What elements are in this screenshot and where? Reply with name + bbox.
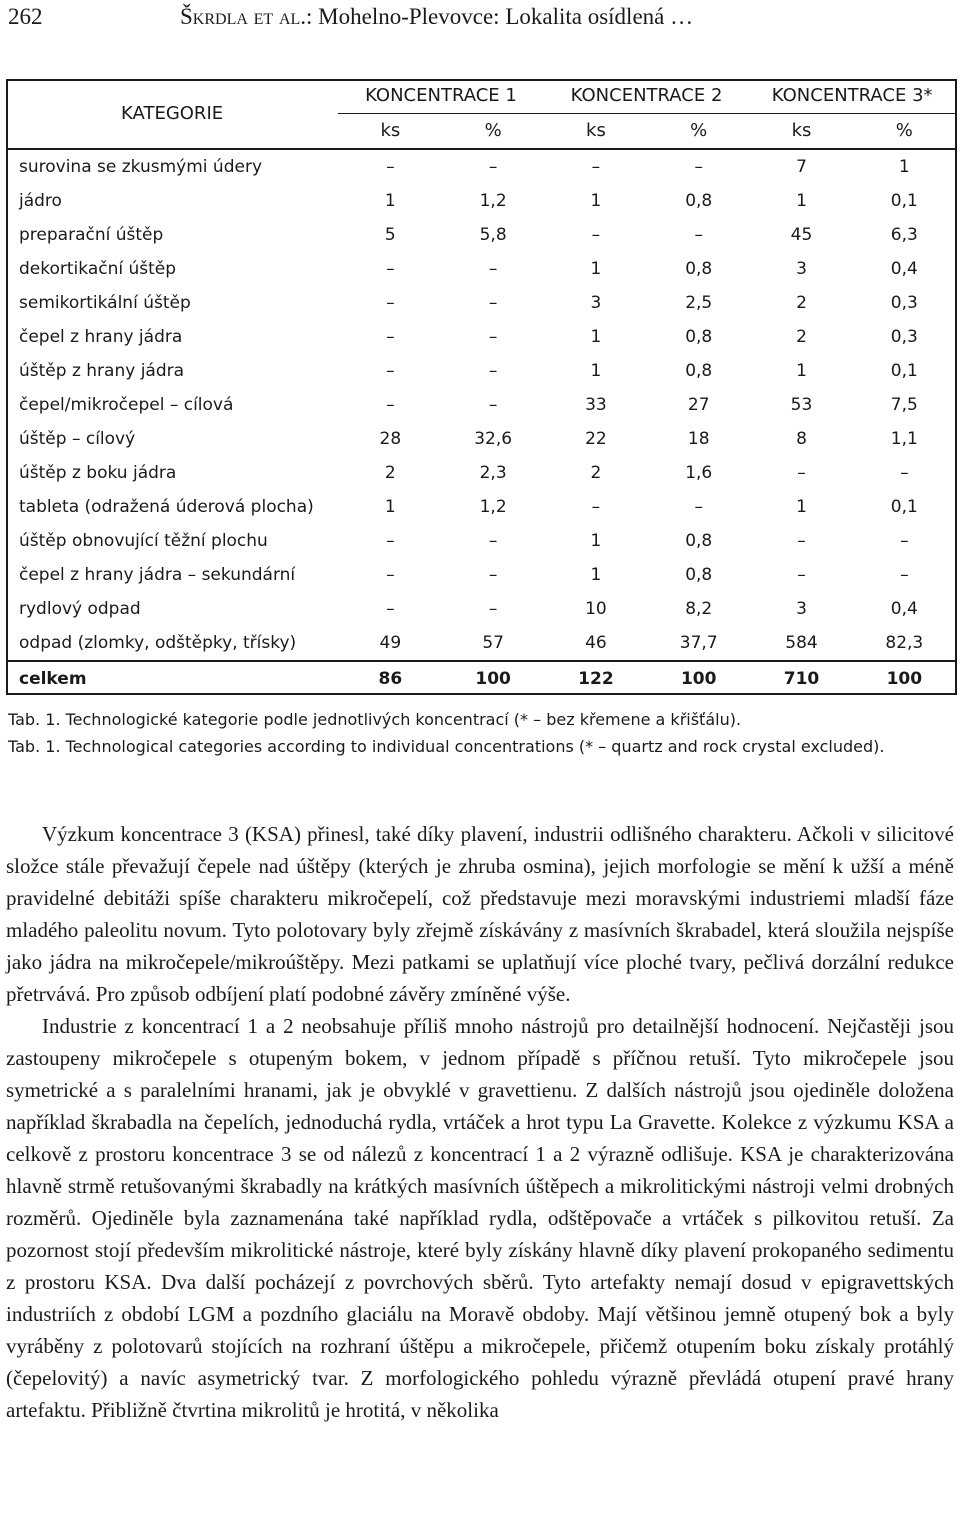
table-cell: 5 [384, 224, 396, 245]
table-cell: – [488, 530, 498, 551]
table-cell: 0,4 [890, 598, 918, 619]
table-cell: – [488, 564, 498, 585]
table-cell: 0,8 [685, 530, 713, 551]
table-cell: – [900, 564, 909, 585]
table-cell: – [797, 530, 806, 551]
total-cell: 100 [854, 661, 955, 696]
running-title [180, 4, 693, 30]
table-cell: – [591, 224, 601, 245]
row-label: tableta (odražená úderová plocha) [19, 496, 314, 517]
table-cell: 0,3 [890, 292, 918, 313]
table-cell: 2,3 [479, 462, 507, 483]
subheader-percent: % [648, 114, 749, 150]
table-cell: 8 [796, 428, 807, 449]
concentration-1-header: KONCENTRACE 1 [338, 79, 544, 114]
table-cell: – [488, 156, 498, 177]
table-cell: 8,2 [685, 598, 713, 619]
table-cell: – [386, 258, 395, 279]
total-label: celkem [6, 661, 338, 696]
table-cell: 0,1 [890, 190, 918, 211]
table-cell: 2 [384, 462, 396, 483]
total-cell: 122 [544, 661, 648, 696]
row-label: čepel z hrany jádra – sekundární [19, 564, 296, 585]
table-caption-english: Tab. 1. Technological categories according to individual concentrations (* – quartz and rock crystal excluded). [8, 737, 885, 756]
row-label: úštěp – cílový [19, 428, 136, 449]
table-row [6, 558, 955, 592]
table-cell: 1 [590, 530, 602, 551]
table-row [6, 354, 955, 388]
subheader-percent: % [443, 114, 544, 150]
subheader-ks: ks [338, 114, 442, 150]
table-cell: – [386, 156, 395, 177]
table-cell: 5,8 [479, 224, 507, 245]
table-cell: – [488, 394, 498, 415]
table-cell: – [797, 462, 806, 483]
row-label: odpad (zlomky, odštěpky, třísky) [19, 632, 297, 653]
table-cell: 1,2 [479, 190, 507, 211]
table-cell: 33 [585, 394, 607, 415]
table-cell: 1 [590, 360, 602, 381]
table-cell: 3 [796, 258, 807, 279]
table-cell: – [386, 326, 395, 347]
table-cell: – [386, 394, 395, 415]
table-cell: 2 [590, 462, 602, 483]
table-row [6, 524, 955, 558]
subheader-ks: ks [749, 114, 853, 150]
table-cell: 1 [898, 156, 910, 177]
row-label: rydlový odpad [19, 598, 141, 619]
table-cell: 2 [796, 292, 807, 313]
paragraph: Industrie z koncentrací 1 a 2 neobsahuje příliš mnoho nástrojů pro detailnější hodnocení. Nejčastěji jsou zastoupeny mikročepele s otupeným bokem, v jednom případě s příčnou retuší. Tyto mikročepele jsou symetrické a s paralelními hranami, jak je obvyklé v gravettienu. Z dalších nástrojů jsou ojediněle doložena například škrabadla na čepelích, jednoduchá rydla, vrtáček a hrot typu La Gravette. Kolekce z výzkumu KSA a celkově z prostoru koncentrace 3 se od nálezů z koncentrací 1 a 2 výrazně odlišuje. KSA je charakterizována hlavně strmě retušovanými škrabadly na krátkých masívních úštěpech a mikrolitickými nástroji velmi drobných rozměrů. Ojediněle byla zaznamenána také například rydla, odštěpovače a vrtáček s pilkovitou retuší. Za pozornost stojí především mikrolitické nástroje, které byly získány hlavně díky plavení prokopaného sedimentu z prostoru KSA. Dva další pocházejí z povrchových sběrů. Tyto artefakty nemají dosud v epigravettských industriích z období LGM a pozdního glaciálu na Moravě obdoby. Mají většinou jemně otupený bok a byly vyráběny z polotovarů stojících na rozhraní úštěpu a mikročepele, přičemž otupením boku získaly protáhlý (čepelovitý) a navíc asymetrický tvar. Z morfologického pohledu výrazně převládá otupení pravé hrany artefaktu. Přibližně čtvrtina mikrolitů je hrotitá, v několika [6, 1014, 954, 1422]
table-cell: 53 [790, 394, 813, 415]
total-cell: 710 [749, 661, 853, 696]
row-label: úštěp obnovující těžní plochu [19, 530, 268, 551]
table-cell: – [386, 292, 395, 313]
table-row [6, 184, 955, 218]
table-cell: 1 [796, 496, 807, 517]
table-cell: – [386, 598, 395, 619]
table-cell: – [386, 360, 395, 381]
table-cell: 1 [384, 190, 396, 211]
table-cell: 1,2 [479, 496, 507, 517]
paragraph: Výzkum koncentrace 3 (KSA) přinesl, také díky plavení, industrii odlišného charakteru. Ačkoli v silicitové složce stále převažují čepele nad úštěpy (kterých je zhruba osmina), jejich morfologie se mění k užší a méně pravidelné debitáži spíše charakteru mikročepelí, což představuje mezi moravskými industriemi mladší fáze mladého paleolitu novum. Tyto polotovary byly zřejmě získávány z masívních škrabadel, která sloužila nejspíše jako jádra na mikročepele/mikroúštěpy. Mezi patkami se uplatňují více ploché tvary, pečlivá dorzální redukce přetrvává. Pro způsob odbíjení platí podobné závěry zmíněné výše. [6, 822, 954, 1006]
table-row [6, 626, 955, 661]
row-label: čepel z hrany jádra [19, 326, 183, 347]
row-label: úštěp z hrany jádra [19, 360, 185, 381]
table-cell: 2 [796, 326, 807, 347]
table-cell: – [900, 462, 909, 483]
table-cell: 1 [384, 496, 396, 517]
table-cell: – [488, 258, 498, 279]
table-cell: 28 [379, 428, 402, 449]
table-row [6, 490, 955, 524]
table-cell: 6,3 [890, 224, 918, 245]
table-cell: 3 [796, 598, 807, 619]
table-cell: 32,6 [474, 428, 513, 449]
table-cell: 57 [482, 632, 504, 653]
table-cell: 3 [590, 292, 602, 313]
row-label: surovina se zkusmými údery [19, 156, 263, 177]
table-cell: 7,5 [890, 394, 918, 415]
total-row [6, 661, 955, 696]
table-cell: 18 [687, 428, 710, 449]
table-cell: 0,1 [890, 496, 918, 517]
row-label: jádro [19, 190, 62, 211]
table-cell: – [488, 326, 498, 347]
table-caption-czech: Tab. 1. Technologické kategorie podle jednotlivých koncentrací (* – bez křemene a křišťálu). [8, 710, 742, 729]
table-cell: 1,1 [890, 428, 918, 449]
table-row [6, 456, 955, 490]
row-label: čepel/mikročepel – cílová [19, 394, 234, 415]
table-cell: 0,4 [890, 258, 918, 279]
table-cell: 0,8 [685, 190, 713, 211]
total-cell: 100 [443, 661, 544, 696]
table-cell: 584 [785, 632, 818, 653]
table-body [6, 149, 955, 696]
table-row [6, 218, 955, 252]
table-cell: 1 [796, 360, 807, 381]
table-cell: 37,7 [679, 632, 718, 653]
table-row [6, 320, 955, 354]
table-cell: – [488, 292, 498, 313]
table-cell: 2,5 [685, 292, 713, 313]
table-cell: 1 [590, 564, 602, 585]
table-cell: 49 [379, 632, 402, 653]
table-cell: 0,8 [685, 326, 713, 347]
table-cell: 1 [590, 258, 602, 279]
technological-categories-table [6, 79, 955, 696]
table-cell: 46 [585, 632, 607, 653]
row-label: preparační úštěp [19, 224, 164, 245]
table-cell: – [488, 360, 498, 381]
table-row [6, 149, 955, 184]
subheader-percent: % [854, 114, 955, 150]
table-cell: – [900, 530, 909, 551]
table-cell: 82,3 [885, 632, 924, 653]
table-cell: – [694, 496, 703, 517]
table-cell: 1 [590, 190, 602, 211]
row-label: semikortikální úštěp [19, 292, 191, 313]
concentration-2-header: KONCENTRACE 2 [544, 79, 750, 114]
table-row [6, 286, 955, 320]
table-cell: 45 [790, 224, 813, 245]
running-title-authors: Škrdla et al. [180, 4, 307, 29]
table-cell: 1 [796, 190, 807, 211]
body-text [6, 818, 954, 1426]
table-cell: 7 [796, 156, 807, 177]
table-cell: – [797, 564, 806, 585]
table-cell: 0,1 [890, 360, 918, 381]
table-header-row [6, 79, 955, 114]
table-row [6, 592, 955, 626]
table-cell: – [591, 496, 601, 517]
table-cell: – [386, 530, 395, 551]
row-label: úštěp z boku jádra [19, 462, 177, 483]
table-cell: – [694, 224, 703, 245]
table-cell: 22 [585, 428, 607, 449]
table-cell: 0,8 [685, 564, 713, 585]
total-cell: 86 [338, 661, 442, 696]
table-row [6, 422, 955, 456]
table-cell: 1,6 [685, 462, 713, 483]
table-cell: – [694, 156, 703, 177]
table-cell: 1 [590, 326, 602, 347]
subheader-ks: ks [544, 114, 648, 150]
running-title-text: : Mohelno-Plevovce: Lokalita osídlená … [306, 4, 694, 29]
category-header: KATEGORIE [6, 79, 338, 149]
table-cell: – [488, 598, 498, 619]
row-label: dekortikační úštěp [19, 258, 177, 279]
table-row [6, 252, 955, 286]
page-number: 262 [8, 4, 43, 29]
table-row [6, 388, 955, 422]
table-cell: 10 [585, 598, 607, 619]
total-cell: 100 [648, 661, 749, 696]
page-header [4, 4, 954, 34]
concentration-3-header: KONCENTRACE 3* [749, 79, 955, 114]
table-cell: – [591, 156, 601, 177]
table-cell: 27 [687, 394, 710, 415]
table-cell: 0,3 [890, 326, 918, 347]
table-cell: – [386, 564, 395, 585]
table-cell: 0,8 [685, 258, 713, 279]
table-cell: 0,8 [685, 360, 713, 381]
